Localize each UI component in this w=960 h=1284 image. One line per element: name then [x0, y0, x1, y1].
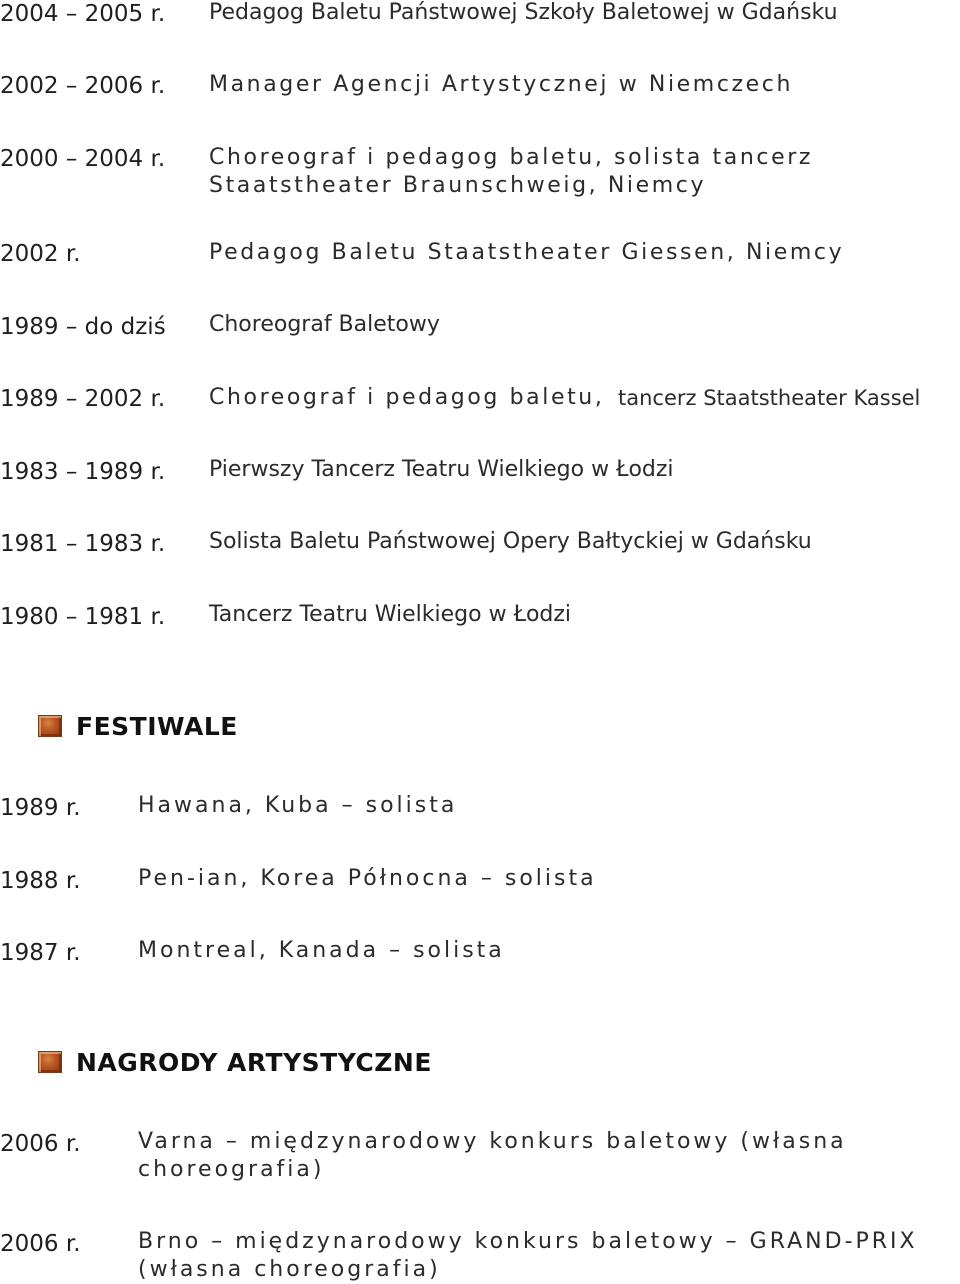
section-title: FESTIWALE: [76, 711, 238, 741]
award-desc: Brno – międzynarodowy konkurs baletowy – GRAND-PRIX: [138, 1229, 918, 1254]
festival-desc: Montreal, Kanada – solista: [138, 938, 505, 963]
award-desc-line2: choreografia): [138, 1157, 325, 1182]
career-desc-tail: tancerz Staatstheater Kassel: [618, 386, 921, 410]
career-desc: Choreograf i pedagog baletu,: [209, 385, 605, 410]
career-date: 2002 r.: [0, 241, 81, 267]
awards-heading: [38, 1046, 432, 1078]
career-desc: Solista Baletu Państwowej Opery Bałtyckiej w Gdańsku: [209, 529, 812, 554]
festival-date: 1988 r.: [0, 868, 81, 894]
career-desc-line2: Staatstheater Braunschweig, Niemcy: [209, 173, 707, 198]
career-date: 1980 – 1981 r.: [0, 604, 166, 630]
festival-desc: Pen-ian, Korea Północna – solista: [138, 866, 597, 891]
festival-date: 1989 r.: [0, 795, 81, 821]
festival-desc: Hawana, Kuba – solista: [138, 793, 458, 818]
career-date: 2002 – 2006 r.: [0, 73, 166, 99]
festival-date: 1987 r.: [0, 940, 81, 966]
award-date: 2006 r.: [0, 1131, 81, 1157]
career-date: 1989 – 2002 r.: [0, 386, 166, 412]
career-desc: Pedagog Baletu Państwowej Szkoły Baletowej w Gdańsku: [209, 0, 838, 25]
section-title: NAGRODY ARTYSTYCZNE: [76, 1047, 432, 1077]
career-date: 1983 – 1989 r.: [0, 459, 166, 485]
career-desc: Choreograf Baletowy: [209, 312, 440, 337]
career-desc: Tancerz Teatru Wielkiego w Łodzi: [209, 602, 572, 627]
career-date: 1989 – do dziś: [0, 314, 166, 340]
career-desc: Pierwszy Tancerz Teatru Wielkiego w Łodzi: [209, 457, 674, 482]
career-desc: Pedagog Baletu Staatstheater Giessen, Niemcy: [209, 240, 845, 265]
career-desc: Manager Agencji Artystycznej w Niemczech: [209, 72, 794, 97]
career-date: 1981 – 1983 r.: [0, 531, 166, 557]
award-desc-line2: (własna choreografia): [138, 1257, 441, 1282]
award-desc: Varna – międzynarodowy konkurs baletowy (własna: [138, 1129, 847, 1154]
career-date: 2004 – 2005 r.: [0, 1, 166, 27]
career-date: 2000 – 2004 r.: [0, 146, 166, 172]
award-date: 2006 r.: [0, 1231, 81, 1257]
festivals-heading: [38, 710, 238, 742]
bullet-icon: [38, 715, 62, 737]
career-desc: Choreograf i pedagog baletu, solista tancerz: [209, 145, 814, 170]
bullet-icon: [38, 1051, 62, 1073]
